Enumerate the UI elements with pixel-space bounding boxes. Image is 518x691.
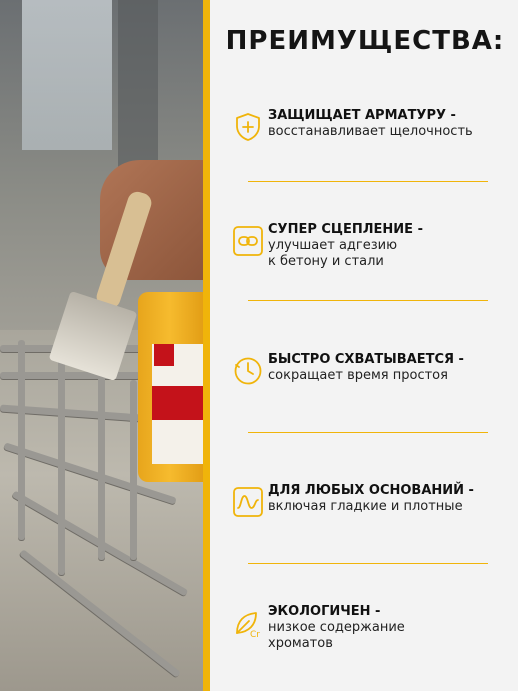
bucket-label [152, 344, 203, 464]
feature-item [232, 352, 508, 412]
feature-heading: СУПЕР СЦЕПЛЕНИЕ - [268, 222, 423, 237]
product-photo [0, 0, 203, 691]
feature-item [232, 108, 508, 168]
product-bucket [138, 292, 203, 482]
feature-heading: ЭКОЛОГИЧЕН - [268, 604, 381, 619]
accent-stripe [203, 0, 210, 691]
shield-plus-icon [232, 111, 264, 143]
bucket-label-band [152, 386, 203, 420]
divider [248, 563, 488, 564]
feature-heading: ЗАЩИЩАЕТ АРМАТУРУ - [268, 108, 456, 123]
divider [248, 432, 488, 433]
feature-item [232, 483, 508, 543]
page-title: ПРЕИМУЩЕСТВА: [225, 26, 505, 56]
link-icon [232, 225, 264, 257]
divider [248, 300, 488, 301]
background-window [22, 0, 112, 150]
wave-icon [232, 486, 264, 518]
leaf-cr-icon [232, 607, 264, 639]
rebar [18, 340, 25, 540]
benefits-panel [210, 0, 518, 691]
feature-heading: ДЛЯ ЛЮБЫХ ОСНОВАНИЙ - [268, 483, 474, 498]
feature-description: восстанавливает щелочность [268, 124, 473, 139]
divider [248, 181, 488, 182]
feature-item [232, 222, 508, 282]
sika-logo [154, 344, 174, 366]
rebar [98, 360, 105, 560]
rebar [130, 380, 137, 560]
svg-text:Cr: Cr [250, 630, 260, 639]
feature-heading: БЫСТРО СХВАТЫВАЕТСЯ - [268, 352, 464, 367]
feature-description: низкое содержание хроматов [268, 620, 405, 651]
feature-description: сокращает время простоя [268, 368, 448, 383]
rebar [58, 345, 65, 575]
feature-description: улучшает адгезию к бетону и стали [268, 238, 398, 269]
clock-icon [232, 355, 264, 387]
feature-description: включая гладкие и плотные [268, 499, 463, 514]
feature-item [232, 604, 508, 664]
